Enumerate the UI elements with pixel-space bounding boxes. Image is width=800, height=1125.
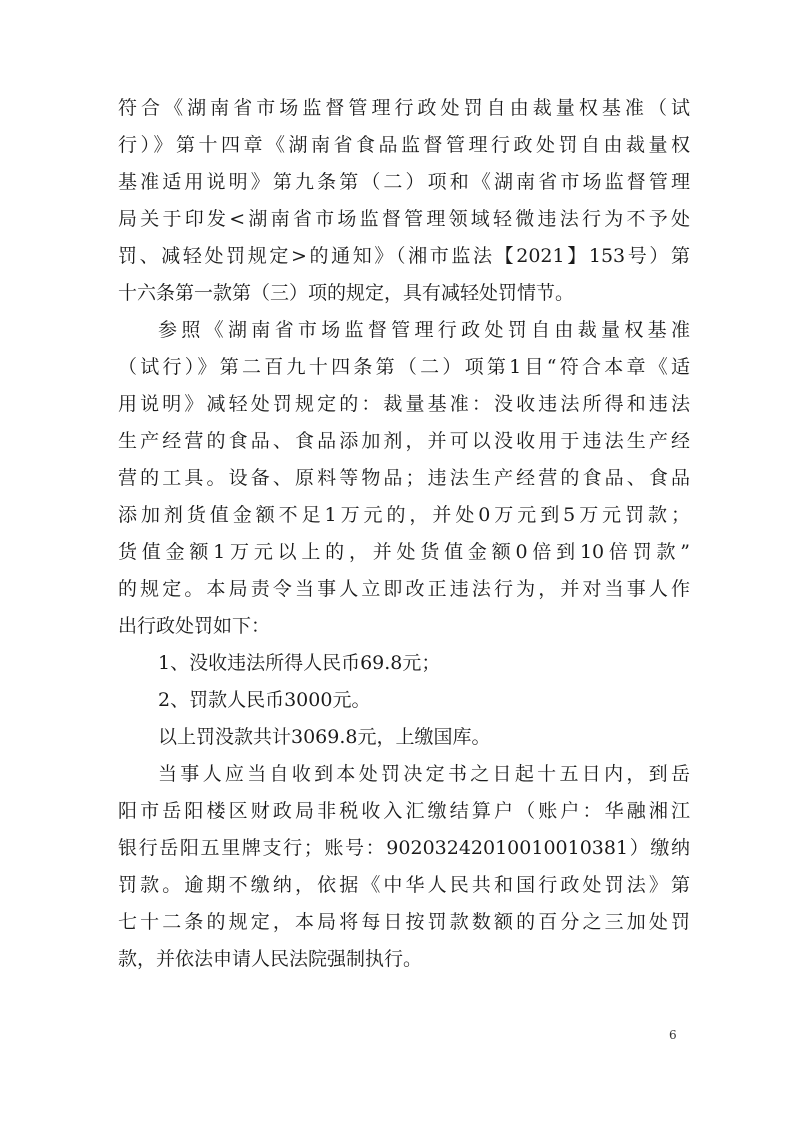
paragraph-line: 的规定。本局责令当事人立即改正违法行为，并对当事人作 [118,578,690,600]
paragraph-line: 以上罚没款共计3069.8元，上缴国库。 [158,726,491,748]
penalty-total [118,719,690,756]
paragraph-line: （试行）》第二百九十四条第（二）项第1目“符合本章《适 [118,356,690,378]
paragraph-line: 罚款。逾期不缴纳，依据《中华人民共和国行政处罚法》第 [118,874,690,896]
paragraph-line: 银行岳阳五里牌支行；账号：90203242010010010381）缴纳 [118,837,690,859]
paragraph-line: 1、没收违法所得人民币69.8元； [158,652,441,674]
paragraph-line: 用说明》减轻处罚规定的：裁量基准：没收违法所得和违法 [118,393,690,415]
paragraph-line: 阳市岳阳楼区财政局非税收入汇缴结算户（账户：华融湘江 [118,800,690,822]
paragraph-line: 货值金额1万元以上的，并处货值金额0倍到10倍罚款” [118,541,690,563]
paragraph-line: 生产经营的食品、食品添加剂，并可以没收用于违法生产经 [118,430,690,452]
paragraph-line: 出行政处罚如下： [118,615,271,637]
penalty-item-confiscation [118,645,690,682]
paragraph-line: 罚、减轻处罚规定>的通知》（湘市监法【2021】153号）第 [118,245,690,267]
document-body [118,90,690,978]
paragraph-line: 当事人应当自收到本处罚决定书之日起十五日内，到岳 [158,763,690,785]
page-number: 6 [669,1028,677,1042]
paragraph-line: 十六条第一款第（三）项的规定，具有减轻处罚情节。 [118,282,575,304]
paragraph-line: 基准适用说明》第九条第（二）项和《湖南省市场监督管理 [118,171,690,193]
paragraph-mitigation-basis [118,90,690,312]
penalty-item-fine [118,682,690,719]
paragraph-line: 2、罚款人民币3000元。 [158,689,371,711]
paragraph-payment-instructions [118,756,690,978]
paragraph-line: 营的工具。设备、原料等物品；违法生产经营的食品、食品 [118,467,690,489]
paragraph-line: 款，并依法申请人民法院强制执行。 [118,948,423,970]
paragraph-line: 行）》第十四章《湖南省食品监督管理行政处罚自由裁量权 [118,134,690,156]
paragraph-line: 七十二条的规定，本局将每日按罚款数额的百分之三加处罚 [118,911,690,933]
paragraph-penalty-reference [118,312,690,645]
paragraph-line: 参照《湖南省市场监督管理行政处罚自由裁量权基准 [158,319,690,341]
paragraph-line: 符合《湖南省市场监督管理行政处罚自由裁量权基准（试 [118,97,690,119]
paragraph-line: 局关于印发<湖南省市场监督管理领域轻微违法行为不予处 [118,208,690,230]
paragraph-line: 添加剂货值金额不足1万元的，并处0万元到5万元罚款； [118,504,690,526]
